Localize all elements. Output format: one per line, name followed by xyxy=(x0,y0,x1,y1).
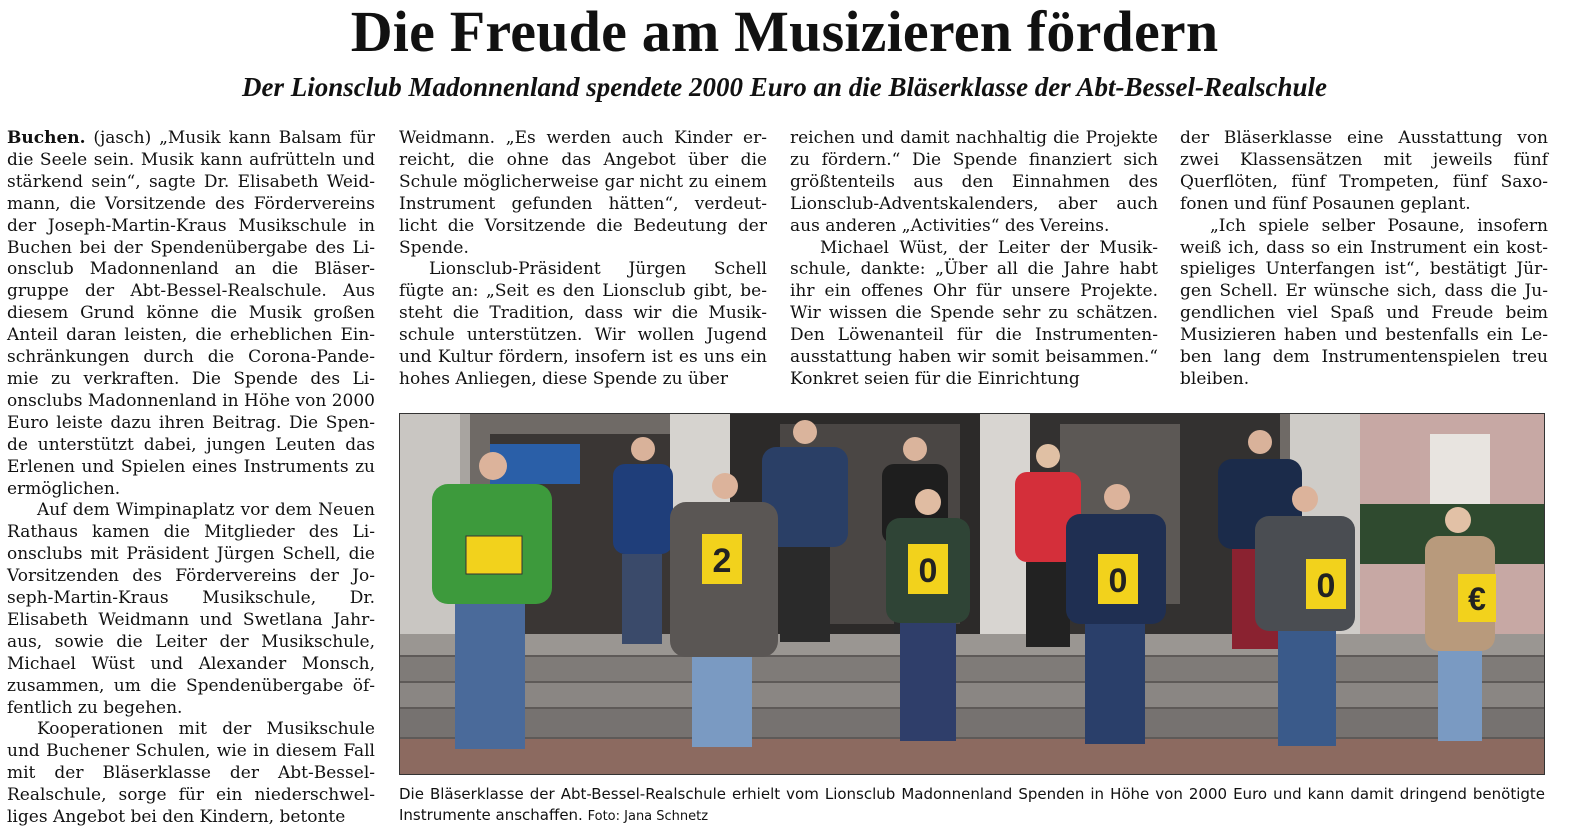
paragraph: reichen und damit nachhaltig die Projekte zu fördern.“ Die Spende finanziert sich größtenteils aus den Einnahmen des Lionsclub-Adventskalenders, aber auch aus anderen „Activities“ des Vereins. xyxy=(790,128,1158,236)
group-photo xyxy=(399,413,1545,775)
paragraph: Lionsclub-Präsident Jürgen Schell fügte an: „Seit es den Lionsclub gibt, besteht die Tradition, dass wir die Musikschule unterstützen. Wir wollen Jugend und Kultur fördern, insofern ist es uns ein hohes Anliegen, diese Spende zu über xyxy=(399,259,767,389)
article-column-4 xyxy=(1180,128,1548,391)
paragraph: „Ich spiele selber Posaune, insofern weiß ich, dass so ein Instrument ein kostspieliges Unterfangen ist“, bestätigt Jürgen Schell. Er wünsche sich, dass die Jugendlichen viel Spaß und Freude beim Musizieren haben und bestenfalls ein Leben lang dem Instrumentenspielen treu bleiben. xyxy=(1180,215,1548,389)
number-sign-text: 2 xyxy=(712,542,732,580)
paragraph xyxy=(7,128,375,500)
paragraph: Kooperationen mit der Musikschule und Buchener Schulen, wie in diesem Fall mit der Bläserklasse der Abt-Bessel-Realschule, sorge für ein niederschwelliges Angebot bei den Kindern, betonte xyxy=(7,719,375,828)
photo-credit: Foto: Jana Schnetz xyxy=(587,809,709,824)
dateline: Buchen. xyxy=(7,128,86,148)
article-column-3 xyxy=(790,128,1158,391)
paragraph-text: (jasch) „Musik kann Balsam für die Seele sein. Musik kann aufrütteln und stärkend sein“, sagte Dr. Elisabeth Weidmann, die Vorsitzende des Fördervereins der Joseph-Martin-Kraus Musikschule in Buchen bei der Spendenübergabe des Lionsclub Madonnenland an die Bläsergruppe der Abt-Bessel-Realschule. Aus diesem Grund könne die Musik großen Anteil daran leisten, die erheblichen Einschränkungen durch die Corona-Pandemie zu verkraften. Die Spende des Lionsclubs Madonnenland in Höhe von 2000 Euro leiste dazu ihren Beitrag. Die Spende unterstützt dabei, jungen Leuten das Erlenen und Spielen eines Instruments zu ermöglichen. xyxy=(7,128,375,499)
article-column-1 xyxy=(7,128,375,833)
euro-sign-text: € xyxy=(1468,581,1486,617)
number-sign-text: 0 xyxy=(1108,562,1128,600)
headline: Die Freude am Musizieren fördern xyxy=(350,0,1219,64)
lions-sign xyxy=(466,536,522,574)
paragraph: Michael Wüst, der Leiter der Musikschule, dankte: „Über all die Jahre habt ihr ein offenes Ohr für unsere Projekte. Wir wissen die Spende sehr zu schätzen. Den Löwenanteil für die Instrumentenausstattung haben wir somit beisammen.“ Konkret seien für die Einrichtung xyxy=(790,237,1158,389)
photo-caption xyxy=(399,784,1545,827)
article-column-2 xyxy=(399,128,767,391)
caption-text: Die Bläserklasse der Abt-Bessel-Realschule erhielt vom Lionsclub Madonnenland Spenden in Höhe von 2000 Euro und kann damit dringend benötigte Instrumente anschaffen. xyxy=(399,785,1545,824)
group-photo-illustration xyxy=(400,414,1545,775)
number-sign-text: 0 xyxy=(1316,567,1336,605)
paragraph: Weidmann. „Es werden auch Kinder erreicht, die ohne das Angebot über die Schule möglicherweise gar nicht zu einem Instrument gefunden hätten“, verdeutlicht die Vorsitzende die Bedeutung der Spende. xyxy=(399,128,767,258)
number-sign-text: 0 xyxy=(918,552,938,590)
paragraph: der Bläserklasse eine Ausstattung von zwei Klassensätzen mit jeweils fünf Querflöten, fünf Trompeten, fünf Saxofonen und fünf Posaunen geplant. xyxy=(1180,128,1548,214)
subheadline: Der Lionsclub Madonnenland spendete 2000 Euro an die Bläserklasse der Abt-Bessel-Realschule xyxy=(241,72,1328,102)
paragraph: Auf dem Wimpinaplatz vor dem Neuen Rathaus kamen die Mitglieder des Lionsclubs mit Präsident Jürgen Schell, die Vorsitzenden des Fördervereins der Joseph-Martin-Kraus Musikschule, Dr. Elisabeth Weidmann und Swetlana Jahraus, sowie die Leiter der Musikschule, Michael Wüst und Alexander Monsch, zusammen, um die Spendenübergabe öffentlich zu begehen. xyxy=(7,500,375,718)
